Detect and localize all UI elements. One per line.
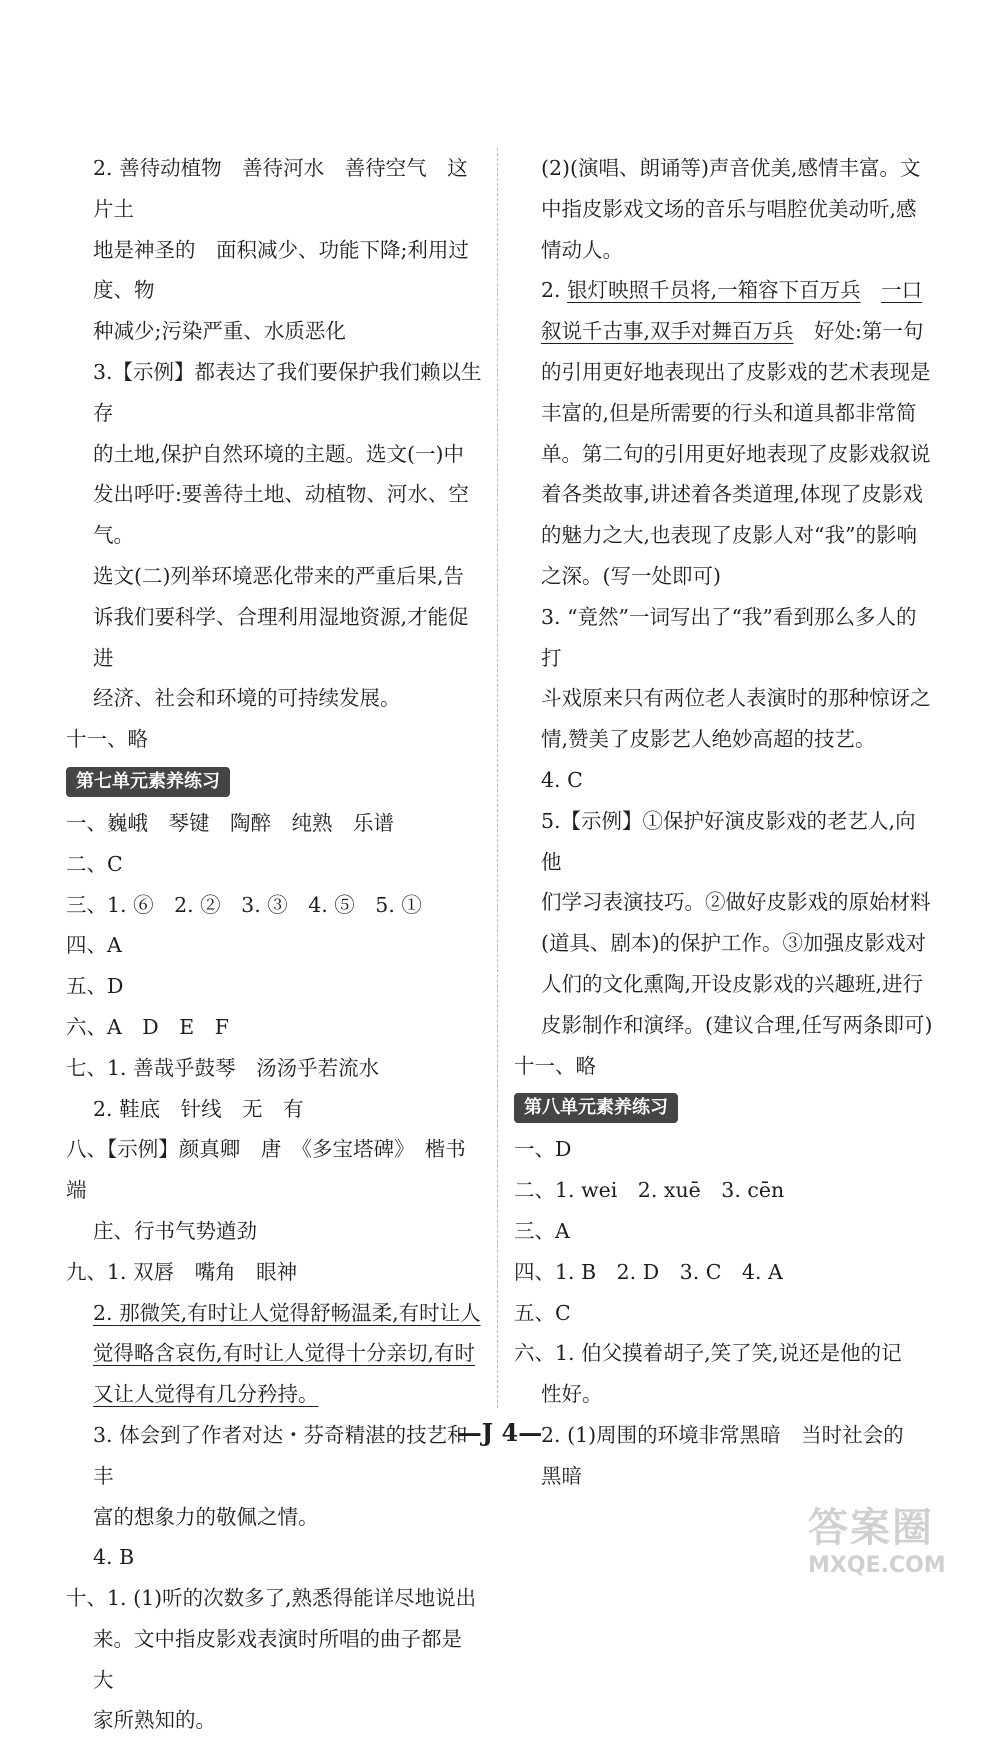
answer-line: 3. 体会到了作者对达・芬奇精湛的技艺和丰 [93,1422,468,1488]
answer-line: 七、1. 善哉乎鼓琴 汤汤乎若流水 [66,1055,380,1080]
answer-line: 富的想象力的敬佩之情。 [93,1504,319,1529]
site-watermark-logo [808,1496,986,1592]
answer-line: 四、A [66,933,122,958]
answer-line: 皮影制作和演绎。(建议合理,任写两条即可) [541,1012,933,1037]
answer-line: 单。第二句的引用更好地表现了皮影戏叙说 [541,441,931,466]
answer-line: 一、巍峨 琴键 陶醉 纯熟 乐谱 [66,810,394,835]
answer-line: 诉我们要科学、合理利用湿地资源,才能促进 [93,604,469,670]
answer-line: 来。文中指皮影戏表演时所唱的曲子都是大 [93,1626,462,1692]
answer-line: 3. “竟然”一词写出了“我”看到那么多人的打 [541,604,917,670]
answer-line: 六、1. 伯父摸着胡子,笑了笑,说还是他的记 [514,1341,902,1366]
page-number: —J 4— [457,1418,543,1447]
answer-line: 们学习表演技巧。②做好皮影戏的原始材料 [541,890,931,915]
answer-line-underlined: 2. 那微笑,有时让人觉得舒畅温柔,有时让人 [93,1300,481,1325]
answer-line: 二、C [66,851,123,876]
answer-line: 五、C [514,1300,571,1325]
unit7-heading-badge [66,760,482,803]
quote-underlined: 叙说千古事,双手对舞百万兵 [541,319,794,344]
answer-line: 黑暗 [541,1463,582,1488]
answer-line: 十一、略 [514,1053,596,1078]
answer-line: 人们的文化熏陶,开设皮影戏的兴趣班,进行 [541,971,924,996]
answer-line: 种减少;污染严重、水质恶化 [93,319,346,344]
answer-line: 二、1. wei 2. xuē 3. cēn [514,1178,785,1203]
answer-line: 的魅力之大,也表现了皮影人对“我”的影响 [541,523,917,548]
right-column [514,148,936,1497]
answer-line: 4. B [93,1545,135,1570]
answer-line: (2)(演唱、朗诵等)声音优美,感情丰富。文 [541,156,921,180]
answer-line: 一、D [514,1137,572,1162]
answer-line: 丰富的,但是所需要的行头和道具都非常简 [541,400,917,425]
answer-line: 的引用更好地表现出了皮影戏的艺术表现是 [541,359,931,384]
answer-line: 情动人。 [541,237,623,262]
answer-line: 十一、略 [66,727,148,752]
answer-line: 三、1. ⑥ 2. ② 3. ③ 4. ⑤ 5. ① [66,892,422,917]
answer-line: 地是神圣的 面积减少、功能下降;利用过度、物 [93,237,469,303]
answer-text: 好处:第一句 [793,319,924,344]
answer-line: 斗戏原来只有两位老人表演时的那种惊讶之 [541,686,931,711]
answer-line: 选文(二)列举环境恶化带来的严重后果,告 [93,563,465,588]
answer-line: 3.【示例】都表达了我们要保护我们赖以生存 [93,359,482,425]
unit7-heading: 第七单元素养练习 [66,767,230,797]
answer-line: 六、A D E F [66,1014,229,1039]
answer-line: 2. (1)周围的环境非常黑暗 当时社会的 [541,1422,904,1447]
quote-underlined: 一口 [881,278,923,303]
answer-line: 之深。(写一处即可) [541,563,721,588]
answer-line: 4. C [541,767,583,792]
answer-line: 2. 鞋底 针线 无 有 [93,1096,304,1121]
answer-line: 十、1. (1)听的次数多了,熟悉得能详尽地说出 [66,1586,477,1611]
answer-line: 中指皮影戏文场的音乐与唱腔优美动听,感 [541,196,917,221]
answer-line-underlined: 觉得略含哀伤,有时让人觉得十分亲切,有时 [93,1341,476,1366]
answer-line: 三、A [514,1218,570,1243]
unit8-heading-badge [514,1086,936,1129]
answer-line: 着各类故事,讲述着各类道理,体现了皮影戏 [541,482,924,507]
answer-line: 情,赞美了皮影艺人绝妙高超的技艺。 [541,727,876,752]
answer-line: 四、1. B 2. D 3. C 4. A [514,1259,783,1284]
column-divider [497,148,498,1408]
answer-line: 九、1. 双唇 嘴角 眼神 [66,1259,298,1284]
answer-line: 经济、社会和环境的可持续发展。 [93,686,401,711]
answer-line [514,270,936,311]
left-column [66,148,482,1741]
quote-underlined: 银灯映照千员将,一箱容下百万兵 [567,278,861,303]
answer-line: 家所熟知的。 [93,1708,216,1733]
spacer [861,278,882,302]
answer-line: 2. 善待动植物 善待河水 善待空气 这片土 [93,156,468,221]
answer-line: 庄、行书气势遒劲 [93,1218,257,1243]
answer-line: 八、【示例】颜真卿 唐 《多宝塔碑》 楷书端 [66,1137,466,1203]
answer-line: 5.【示例】①保护好演皮影戏的老艺人,向他 [541,808,916,874]
answer-line: (道具、剧本)的保护工作。③加强皮影戏对 [541,931,926,956]
item-number: 2. [541,278,568,303]
answer-line: 五、D [66,974,124,999]
answer-line-underlined: 又让人觉得有几分矜持。 [93,1382,319,1407]
answer-line: 发出呼吁:要善待土地、动植物、河水、空气。 [93,482,469,548]
watermark-text-bottom: MXQE.COM [808,1553,946,1578]
answer-line: 的土地,保护自然环境的主题。选文(一)中 [93,441,465,466]
watermark-text-top: 答案圈 [808,1505,934,1551]
answer-line: 性好。 [541,1382,603,1407]
unit8-heading: 第八单元素养练习 [514,1093,678,1123]
answer-line [514,311,936,352]
